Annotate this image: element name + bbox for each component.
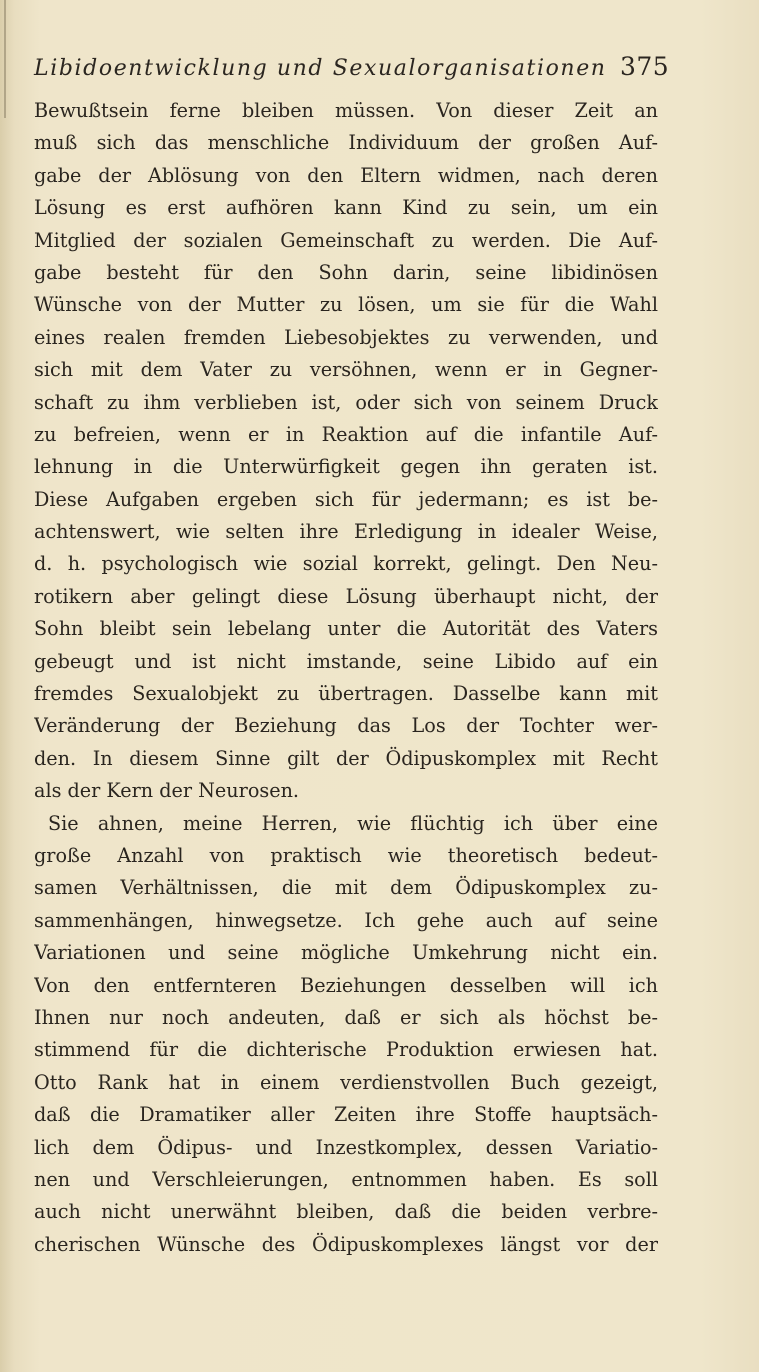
text-line: muß sich das menschliche Individuum der großen Auf- — [34, 131, 658, 155]
text-line: samen Verhältnissen, die mit dem Ödipuskomplex zu- — [34, 876, 658, 900]
body-text — [34, 95, 658, 1261]
text-line: lich dem Ödipus- und Inzestkomplex, dessen Variatio- — [34, 1135, 658, 1159]
text-line: Lösung es erst aufhören kann Kind zu sein, um ein — [34, 196, 658, 220]
text-line: stimmend für die dichterische Produktion erwiesen hat. — [34, 1038, 658, 1062]
text-line: schaft zu ihm verblieben ist, oder sich von seinem Druck — [34, 390, 658, 414]
paragraph-start-line: Sie ahnen, meine Herren, wie flüchtig ich über eine — [48, 811, 658, 835]
text-line: achtenswert, wie selten ihre Erledigung in idealer Weise, — [34, 520, 658, 544]
text-line: Wünsche von der Mutter zu lösen, um sie für die Wahl — [34, 293, 658, 317]
running-title: Libidoentwicklung und Sexualorganisationen — [34, 56, 607, 81]
text-line: sammenhängen, hinwegsetze. Ich gehe auch auf seine — [34, 908, 658, 932]
page-header — [0, 52, 759, 88]
text-line: rotikern aber gelingt diese Lösung überhaupt nicht, der — [34, 584, 658, 608]
text-line: cherischen Wünsche des Ödipuskomplexes längst vor der — [34, 1232, 658, 1256]
text-line: sich mit dem Vater zu versöhnen, wenn er in Gegner- — [34, 358, 658, 382]
text-line: Von den entfernteren Beziehungen desselben will ich — [34, 973, 658, 997]
text-line: Bewußtsein ferne bleiben müssen. Von dieser Zeit an — [34, 99, 658, 122]
text-line: gabe besteht für den Sohn darin, seine libidinösen — [34, 260, 658, 284]
text-line: gebeugt und ist nicht imstande, seine Libido auf ein — [34, 649, 658, 673]
text-line: d. h. psychologisch wie sozial korrekt, gelingt. Den Neu- — [34, 552, 658, 576]
page-number: 375 — [620, 52, 670, 81]
text-line: Sohn bleibt sein lebelang unter die Autorität des Vaters — [34, 617, 658, 641]
paragraph-end-line: als der Kern der Neurosen. — [34, 779, 300, 803]
text-line: Ihnen nur noch andeuten, daß er sich als höchst be- — [34, 1005, 658, 1029]
text-line: Mitglied der sozialen Gemeinschaft zu werden. Die Auf- — [34, 228, 658, 252]
text-line: nen und Verschleierungen, entnommen haben. Es soll — [34, 1167, 658, 1191]
text-line: lehnung in die Unterwürfigkeit gegen ihn geraten ist. — [34, 455, 658, 479]
text-line: auch nicht unerwähnt bleiben, daß die beiden verbre- — [34, 1200, 658, 1224]
text-line: Otto Rank hat in einem verdienstvollen Buch gezeigt, — [34, 1070, 658, 1094]
text-line: zu befreien, wenn er in Reaktion auf die infantile Auf- — [34, 422, 658, 446]
text-line: fremdes Sexualobjekt zu übertragen. Dasselbe kann mit — [34, 682, 658, 706]
text-line: eines realen fremden Liebesobjektes zu verwenden, und — [34, 325, 658, 349]
text-line: gabe der Ablösung von den Eltern widmen, nach deren — [34, 163, 658, 187]
text-line: große Anzahl von praktisch wie theoretisch bedeut- — [34, 843, 658, 867]
text-line: Veränderung der Beziehung das Los der Tochter wer- — [34, 714, 658, 738]
text-line: den. In diesem Sinne gilt der Ödipuskomplex mit Recht — [34, 746, 658, 770]
text-line: Variationen und seine mögliche Umkehrung nicht ein. — [34, 941, 658, 965]
text-line: Diese Aufgaben ergeben sich für jedermann; es ist be- — [34, 487, 658, 511]
text-line: daß die Dramatiker aller Zeiten ihre Stoffe hauptsäch- — [34, 1103, 658, 1127]
